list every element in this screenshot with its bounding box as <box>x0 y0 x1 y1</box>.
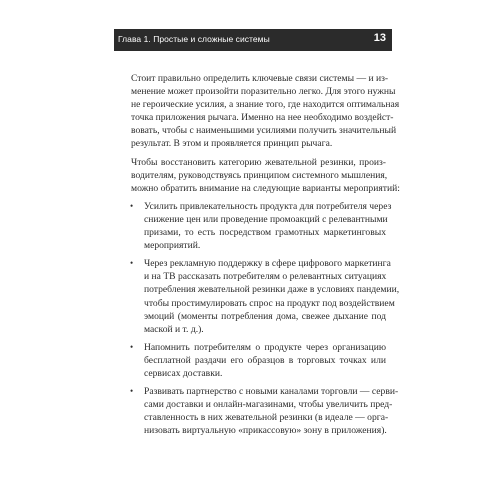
bullet-icon: • <box>130 200 134 211</box>
text-line: бесплатной раздачи его образцов в торговых точках или <box>144 354 386 366</box>
text-line: сами доставки и онлайн-магазинами, чтобы увеличить пред- <box>144 399 393 411</box>
text-line: снижение цен или проведение промоакций с релевантными <box>144 213 388 225</box>
text-line: и на ТВ рассказать потребителям о релевантных ситуациях <box>144 271 387 283</box>
list-item <box>120 257 400 336</box>
chapter-title: Глава 1. Простые и сложные системы <box>118 34 270 44</box>
text-line: сервисах доставки. <box>144 367 223 379</box>
paragraph <box>120 156 400 195</box>
text-line: потребления жевательной резинки даже в условиях пандемии, <box>144 284 400 296</box>
text-line: эмоций (моменты потребления дома, свежее дыхание под <box>144 310 386 322</box>
text-line: маской и т. д.). <box>144 323 204 335</box>
list-item <box>120 341 386 380</box>
text-line: призами, то есть посредством грамотных маркетинговых <box>144 227 386 239</box>
page-body <box>120 72 400 442</box>
text-line: менение может произойти поразительно легко. Для этого нужны <box>131 86 396 98</box>
bullet-icon: • <box>130 386 134 397</box>
text-line: чтобы простимулировать спрос на продукт под воздействием <box>144 297 395 309</box>
text-line: мероприятий. <box>144 240 201 252</box>
paragraph <box>120 72 400 151</box>
page-number: 13 <box>373 32 386 44</box>
text-line: Напомнить потребителям о продукте через организацию <box>144 341 386 353</box>
running-header <box>114 29 392 51</box>
text-line: результат. В этом и проявляется принцип рычага. <box>131 138 333 150</box>
bullet-icon: • <box>130 341 134 352</box>
text-line: Чтобы восстановить категорию жевательной резинки, произ- <box>131 156 386 168</box>
text-line: водителям, руководствуясь принципом системного мышления, <box>131 169 388 181</box>
bullet-list <box>120 200 400 438</box>
text-line: низовать виртуальную «прикассовую» зону в приложения). <box>144 425 387 437</box>
text-line: можно обратить внимание на следующие варианты мероприятий: <box>131 182 400 194</box>
bullet-icon: • <box>130 258 134 269</box>
text-line: ставленность в них жевательной резинки (в идеале — орга- <box>144 412 389 424</box>
text-line: Стоит правильно определить ключевые связи системы — и из- <box>131 73 389 84</box>
text-line: Развивать партнерство с новыми каналами торговли — серви- <box>144 386 399 398</box>
text-line: Усилить привлекательность продукта для потребителя через <box>144 200 392 212</box>
text-line: точка приложения рычага. Именно на нее необходимо воздейст- <box>131 112 394 124</box>
list-item <box>120 200 392 252</box>
list-item <box>120 385 399 437</box>
text-line: Через рекламную поддержку в сфере цифрового маркетинга <box>144 258 391 270</box>
text-line: не героические усилия, а знание того, где находится оптимальная <box>131 99 400 111</box>
text-line: вовать, чтобы с наименьшими усилиями получить значительный <box>131 125 397 137</box>
